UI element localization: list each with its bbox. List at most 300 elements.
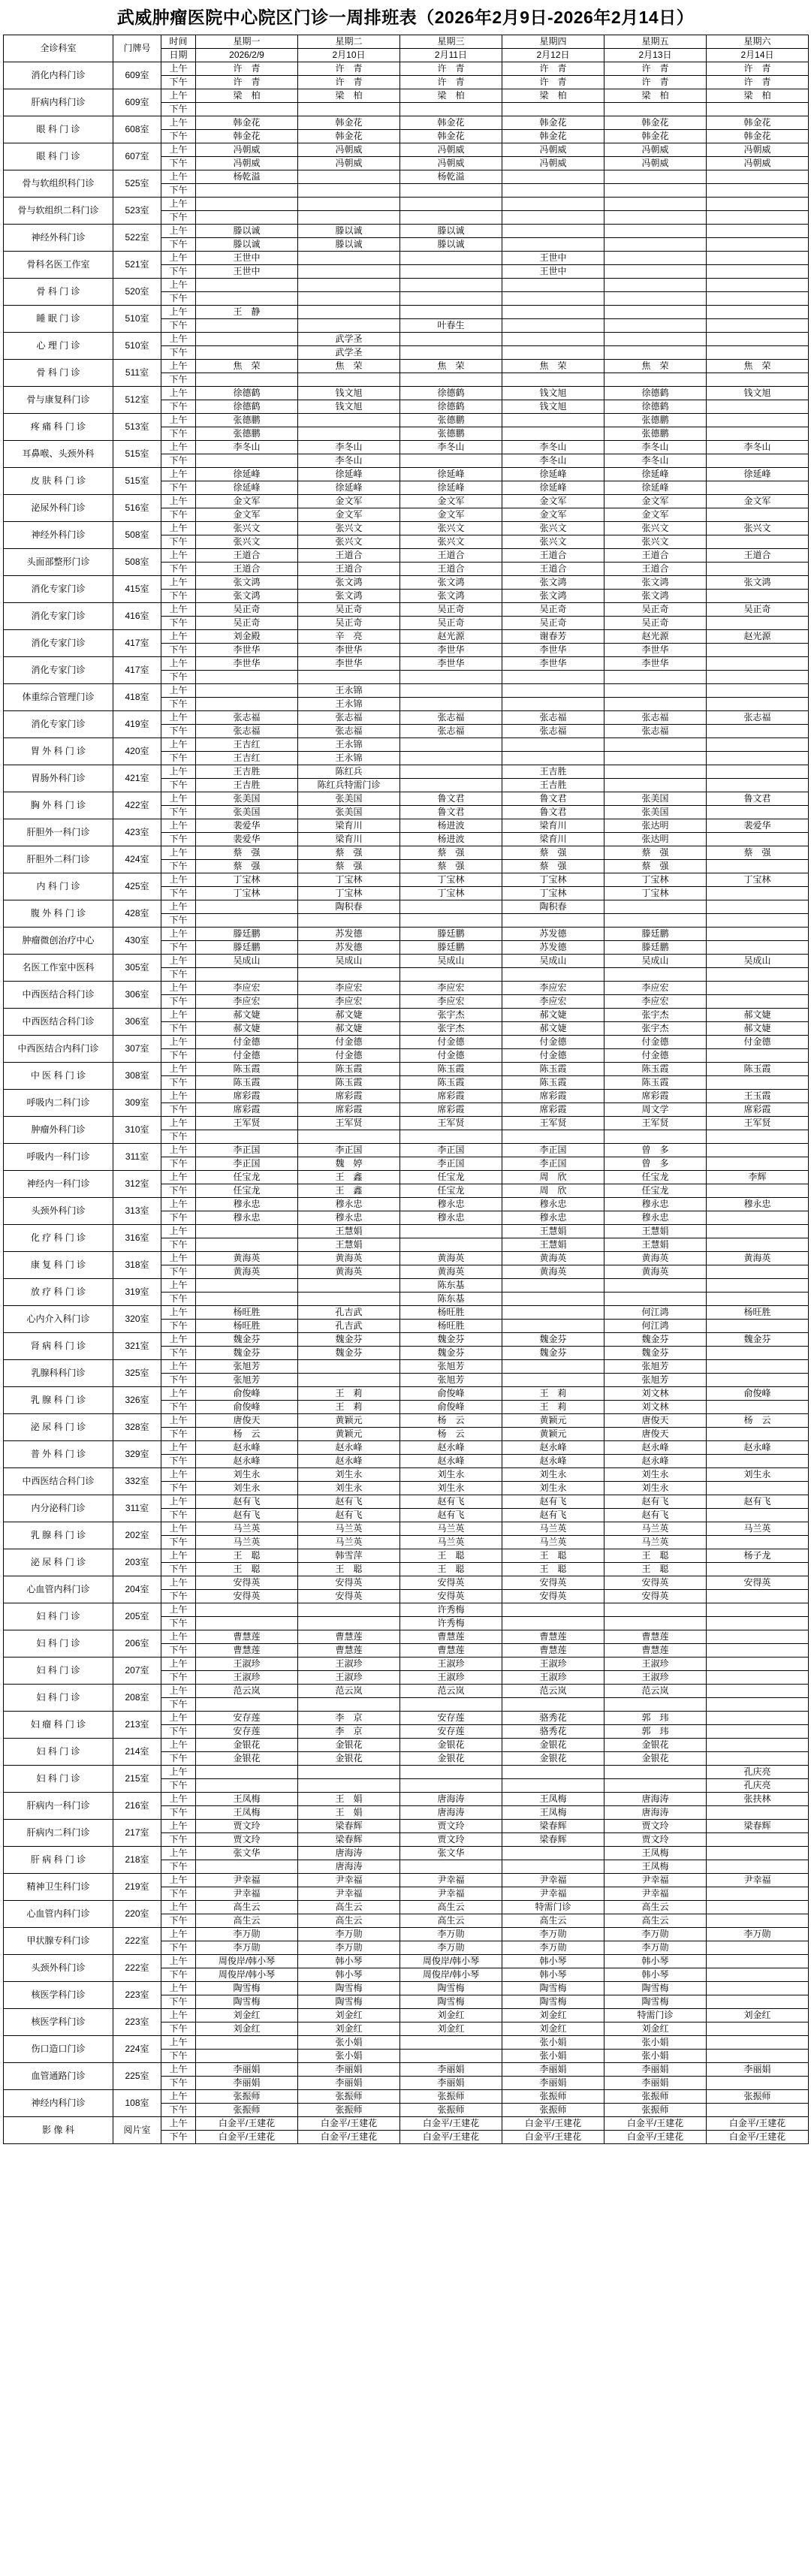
doctor-slot: 李万勋 <box>604 1928 707 1941</box>
half-day-label: 上午 <box>161 1360 196 1374</box>
doctor-slot: 张德鹏 <box>196 427 298 441</box>
department-name: 消化专家门诊 <box>4 657 113 684</box>
doctor-slot: 陈玉霞 <box>400 1076 502 1090</box>
doctor-slot <box>604 1293 707 1306</box>
room-number: 325室 <box>113 1360 161 1387</box>
room-number: 515室 <box>113 441 161 468</box>
schedule-row <box>4 1387 809 1401</box>
half-day-label: 上午 <box>161 1603 196 1617</box>
doctor-slot: 黄海英 <box>196 1265 298 1279</box>
room-number: 203室 <box>113 1549 161 1576</box>
doctor-slot <box>707 2022 809 2036</box>
half-day-label: 上午 <box>161 1252 196 1265</box>
doctor-slot: 韩金花 <box>298 130 400 143</box>
doctor-slot: 王淑珍 <box>400 1671 502 1685</box>
doctor-slot <box>604 211 707 225</box>
doctor-slot: 刘金红 <box>502 2022 604 2036</box>
half-day-label: 上午 <box>161 657 196 671</box>
half-day-label: 上午 <box>161 1793 196 1806</box>
doctor-slot: 王 莉 <box>502 1401 604 1414</box>
doctor-slot: 钱文旭 <box>707 387 809 400</box>
doctor-slot: 李正国 <box>502 1144 604 1157</box>
doctor-slot: 金文军 <box>400 508 502 522</box>
doctor-slot: 金文军 <box>196 508 298 522</box>
doctor-slot: 金文军 <box>196 495 298 508</box>
doctor-slot: 杨子龙 <box>707 1549 809 1563</box>
half-day-label: 上午 <box>161 2009 196 2022</box>
doctor-slot: 尹幸福 <box>298 1887 400 1901</box>
doctor-slot: 任宝龙 <box>196 1184 298 1198</box>
department-name: 骨与软组织科门诊 <box>4 170 113 198</box>
doctor-slot: 梁育川 <box>298 819 400 833</box>
room-number: 204室 <box>113 1576 161 1603</box>
doctor-slot: 付金德 <box>298 1049 400 1063</box>
half-day-label: 上午 <box>161 1306 196 1320</box>
doctor-slot: 金银花 <box>502 1739 604 1752</box>
doctor-slot: 韩小琴 <box>298 1968 400 1982</box>
doctor-slot: 高生云 <box>400 1901 502 1914</box>
doctor-slot: 韩金花 <box>196 130 298 143</box>
doctor-slot: 张文鸿 <box>604 590 707 603</box>
doctor-slot <box>298 306 400 319</box>
half-day-label: 上午 <box>161 765 196 779</box>
schedule-row <box>4 143 809 157</box>
doctor-slot <box>298 373 400 387</box>
doctor-slot: 韩金花 <box>298 116 400 130</box>
doctor-slot: 王凤梅 <box>502 1793 604 1806</box>
doctor-slot: 黄海英 <box>604 1252 707 1265</box>
doctor-slot <box>400 1238 502 1252</box>
schedule-row <box>4 1171 809 1184</box>
doctor-slot <box>502 684 604 698</box>
half-day-label: 上午 <box>161 2036 196 2050</box>
doctor-slot <box>707 860 809 873</box>
doctor-slot: 刘金红 <box>196 2022 298 2036</box>
doctor-slot: 蔡 强 <box>298 846 400 860</box>
room-number: 214室 <box>113 1739 161 1766</box>
schedule-row <box>4 468 809 481</box>
doctor-slot <box>400 671 502 684</box>
doctor-slot: 王 聪 <box>400 1549 502 1563</box>
room-number: 510室 <box>113 306 161 333</box>
doctor-slot: 李 京 <box>298 1712 400 1725</box>
half-day-label: 上午 <box>161 1901 196 1914</box>
room-number: 223室 <box>113 1982 161 2009</box>
doctor-slot <box>196 373 298 387</box>
doctor-slot: 李应宏 <box>196 982 298 995</box>
doctor-slot: 张旭芳 <box>400 1360 502 1374</box>
doctor-slot: 许 青 <box>707 76 809 89</box>
schedule-row <box>4 2117 809 2131</box>
schedule-row <box>4 1495 809 1509</box>
doctor-slot <box>502 373 604 387</box>
doctor-slot: 杨旺胜 <box>400 1306 502 1320</box>
department-name: 乳 腺 科 门 诊 <box>4 1387 113 1414</box>
doctor-slot: 滕廷鹏 <box>400 941 502 955</box>
doctor-slot: 唐海涛 <box>604 1806 707 1820</box>
doctor-slot: 陶雪梅 <box>196 1995 298 2009</box>
half-day-label: 上午 <box>161 1036 196 1049</box>
schedule-row <box>4 1766 809 1779</box>
half-day-label: 下午 <box>161 617 196 630</box>
doctor-slot: 郝文婕 <box>502 1009 604 1022</box>
doctor-slot: 张旭芳 <box>196 1374 298 1387</box>
doctor-slot: 李丽娟 <box>196 2077 298 2090</box>
doctor-slot: 鲁文君 <box>400 792 502 806</box>
doctor-slot: 张兴文 <box>196 535 298 549</box>
doctor-slot: 张旭芳 <box>196 1360 298 1374</box>
half-day-label: 上午 <box>161 62 196 76</box>
doctor-slot: 李丽娟 <box>400 2077 502 2090</box>
doctor-slot: 张文鸿 <box>298 590 400 603</box>
doctor-slot <box>707 563 809 576</box>
room-number: 508室 <box>113 522 161 549</box>
doctor-slot <box>707 2036 809 2050</box>
doctor-slot: 赵永峰 <box>298 1441 400 1455</box>
doctor-slot <box>707 765 809 779</box>
department-name: 中西医结合内科门诊 <box>4 1036 113 1063</box>
doctor-slot: 魏金芬 <box>502 1347 604 1360</box>
doctor-slot: 金银花 <box>604 1752 707 1766</box>
doctor-slot <box>707 225 809 238</box>
doctor-slot <box>707 1157 809 1171</box>
doctor-slot: 孔吉武 <box>298 1320 400 1333</box>
doctor-slot <box>400 306 502 319</box>
doctor-slot: 蔡 强 <box>502 860 604 873</box>
doctor-slot <box>400 252 502 265</box>
half-day-label: 下午 <box>161 508 196 522</box>
doctor-slot <box>707 1806 809 1820</box>
department-name: 妇 科 门 诊 <box>4 1603 113 1630</box>
half-day-label: 下午 <box>161 1293 196 1306</box>
doctor-slot <box>707 644 809 657</box>
doctor-slot: 王永锦 <box>298 738 400 752</box>
doctor-slot: 李世华 <box>604 657 707 671</box>
department-name: 放 疗 科 门 诊 <box>4 1279 113 1306</box>
room-number: 208室 <box>113 1685 161 1712</box>
room-number: 207室 <box>113 1658 161 1685</box>
doctor-slot: 张兴文 <box>298 535 400 549</box>
doctor-slot: 徐延峰 <box>298 481 400 495</box>
schedule-row <box>4 1847 809 1860</box>
doctor-slot <box>400 1860 502 1874</box>
doctor-slot: 李世华 <box>604 644 707 657</box>
room-number: 225室 <box>113 2063 161 2090</box>
doctor-slot: 陈玉霞 <box>502 1063 604 1076</box>
doctor-slot: 金文军 <box>707 495 809 508</box>
half-day-label: 下午 <box>161 1401 196 1414</box>
doctor-slot: 蔡 强 <box>502 846 604 860</box>
schedule-row <box>4 657 809 671</box>
doctor-slot: 张兴文 <box>604 535 707 549</box>
doctor-slot: 张振师 <box>400 2104 502 2117</box>
department-name: 呼吸内二科门诊 <box>4 1090 113 1117</box>
doctor-slot: 刘生永 <box>604 1482 707 1495</box>
department-name: 神经外科门诊 <box>4 522 113 549</box>
half-day-label: 下午 <box>161 2050 196 2063</box>
room-number: 417室 <box>113 630 161 657</box>
schedule-row <box>4 1117 809 1130</box>
doctor-slot: 张文鸿 <box>400 576 502 590</box>
doctor-slot <box>604 1603 707 1617</box>
doctor-slot <box>400 198 502 211</box>
doctor-slot: 吴正奇 <box>196 603 298 617</box>
doctor-slot: 王 聪 <box>196 1549 298 1563</box>
doctor-slot: 周俊岸/韩小琴 <box>196 1955 298 1968</box>
doctor-slot: 王 莉 <box>298 1401 400 1414</box>
doctor-slot: 郝文婕 <box>707 1009 809 1022</box>
doctor-slot: 蔡 强 <box>196 860 298 873</box>
doctor-slot: 穆永忠 <box>400 1211 502 1225</box>
doctor-slot: 黄海英 <box>298 1252 400 1265</box>
header-row-weekdays <box>4 35 809 49</box>
room-number: 416室 <box>113 603 161 630</box>
doctor-slot: 李万勋 <box>502 1941 604 1955</box>
doctor-slot <box>707 1617 809 1630</box>
doctor-slot <box>502 1360 604 1374</box>
department-name: 甲状腺专科门诊 <box>4 1928 113 1955</box>
doctor-slot: 冯朝威 <box>298 143 400 157</box>
doctor-slot: 梁春辉 <box>298 1833 400 1847</box>
doctor-slot <box>707 779 809 792</box>
department-name: 泌 尿 科 门 诊 <box>4 1414 113 1441</box>
doctor-slot: 梁 柏 <box>196 89 298 103</box>
doctor-slot <box>707 914 809 928</box>
doctor-slot: 赵永峰 <box>604 1455 707 1468</box>
room-number: 222室 <box>113 1928 161 1955</box>
half-day-label: 上午 <box>161 1387 196 1401</box>
doctor-slot: 任宝龙 <box>196 1171 298 1184</box>
doctor-slot: 张美国 <box>298 806 400 819</box>
room-number: 319室 <box>113 1279 161 1306</box>
doctor-slot <box>604 684 707 698</box>
doctor-slot: 李应宏 <box>604 982 707 995</box>
doctor-slot: 王世中 <box>502 252 604 265</box>
doctor-slot: 陈东基 <box>400 1293 502 1306</box>
half-day-label: 下午 <box>161 1320 196 1333</box>
doctor-slot: 安存莲 <box>400 1712 502 1725</box>
room-number: 607室 <box>113 143 161 170</box>
doctor-slot: 韩金花 <box>604 130 707 143</box>
half-day-label: 下午 <box>161 563 196 576</box>
doctor-slot <box>707 806 809 819</box>
department-name: 肿瘤微创治疗中心 <box>4 928 113 955</box>
doctor-slot: 王 静 <box>196 306 298 319</box>
doctor-slot: 滕廷鹏 <box>196 941 298 955</box>
doctor-slot: 王道合 <box>196 563 298 576</box>
doctor-slot: 王吉胜 <box>502 765 604 779</box>
half-day-label: 下午 <box>161 725 196 738</box>
doctor-slot <box>707 968 809 982</box>
doctor-slot: 王道合 <box>502 563 604 576</box>
doctor-slot <box>707 1049 809 1063</box>
doctor-slot: 唐海涛 <box>400 1806 502 1820</box>
department-name: 核医学科门诊 <box>4 2009 113 2036</box>
doctor-slot: 杨 云 <box>707 1414 809 1428</box>
doctor-slot: 高生云 <box>604 1914 707 1928</box>
doctor-slot: 俞俊峰 <box>707 1387 809 1401</box>
weekday-header: 星期三 <box>400 35 502 49</box>
doctor-slot: 徐延峰 <box>298 468 400 481</box>
doctor-slot <box>707 2077 809 2090</box>
doctor-slot: 张文鸿 <box>604 576 707 590</box>
doctor-slot <box>707 292 809 306</box>
doctor-slot: 吴正奇 <box>604 617 707 630</box>
doctor-slot <box>707 1752 809 1766</box>
doctor-slot <box>400 279 502 292</box>
department-name: 消化专家门诊 <box>4 630 113 657</box>
half-day-label: 下午 <box>161 1238 196 1252</box>
doctor-slot: 陈玉霞 <box>604 1063 707 1076</box>
half-day-label: 上午 <box>161 1928 196 1941</box>
doctor-slot <box>604 738 707 752</box>
doctor-slot: 李万勋 <box>400 1928 502 1941</box>
doctor-slot: 梁 柏 <box>707 89 809 103</box>
doctor-slot: 王淑珍 <box>298 1671 400 1685</box>
doctor-slot <box>298 170 400 184</box>
doctor-slot: 李正国 <box>400 1157 502 1171</box>
doctor-slot: 周俊岸/韩小琴 <box>400 1955 502 1968</box>
doctor-slot <box>707 725 809 738</box>
doctor-slot: 冯朝威 <box>400 157 502 170</box>
doctor-slot <box>707 333 809 346</box>
doctor-slot: 张兴文 <box>400 535 502 549</box>
doctor-slot: 席彩霞 <box>298 1103 400 1117</box>
doctor-slot: 赵永峰 <box>400 1441 502 1455</box>
doctor-slot: 徐延峰 <box>400 468 502 481</box>
half-day-label: 上午 <box>161 495 196 508</box>
schedule-body <box>4 35 809 2144</box>
half-day-label: 下午 <box>161 590 196 603</box>
room-number: 219室 <box>113 1874 161 1901</box>
doctor-slot: 赵有飞 <box>604 1509 707 1522</box>
doctor-slot: 李冬山 <box>298 454 400 468</box>
doctor-slot: 杨 云 <box>400 1414 502 1428</box>
doctor-slot: 许 青 <box>196 76 298 89</box>
doctor-slot: 裴爱华 <box>707 819 809 833</box>
doctor-slot: 陈玉霞 <box>298 1063 400 1076</box>
doctor-slot: 吴正奇 <box>707 603 809 617</box>
doctor-slot: 叶春生 <box>400 319 502 333</box>
doctor-slot: 高生云 <box>196 1914 298 1928</box>
doctor-slot: 骆秀花 <box>502 1712 604 1725</box>
department-name: 肝胆外二科门诊 <box>4 846 113 873</box>
doctor-slot: 赵光源 <box>604 630 707 644</box>
schedule-row <box>4 1468 809 1482</box>
doctor-slot: 王慧娟 <box>604 1225 707 1238</box>
doctor-slot: 王慧娟 <box>604 1238 707 1252</box>
doctor-slot: 张振师 <box>298 2090 400 2104</box>
doctor-slot: 徐延峰 <box>604 468 707 481</box>
room-number: 108室 <box>113 2090 161 2117</box>
room-number: 326室 <box>113 1387 161 1414</box>
doctor-slot <box>502 1847 604 1860</box>
doctor-slot: 冯朝威 <box>502 157 604 170</box>
doctor-slot: 赵有飞 <box>196 1495 298 1509</box>
doctor-slot <box>196 1779 298 1793</box>
schedule-row <box>4 1603 809 1617</box>
half-day-label: 下午 <box>161 1860 196 1874</box>
doctor-slot <box>707 1211 809 1225</box>
doctor-slot: 尹幸福 <box>604 1874 707 1887</box>
doctor-slot: 付金德 <box>196 1049 298 1063</box>
doctor-slot: 张兴文 <box>502 522 604 535</box>
doctor-slot: 张兴文 <box>196 522 298 535</box>
doctor-slot: 骆秀花 <box>502 1725 604 1739</box>
doctor-slot: 穆永忠 <box>604 1198 707 1211</box>
room-number: 202室 <box>113 1522 161 1549</box>
doctor-slot <box>502 198 604 211</box>
doctor-slot: 王军贤 <box>502 1117 604 1130</box>
half-day-label: 上午 <box>161 1576 196 1590</box>
room-number: 218室 <box>113 1847 161 1874</box>
weekday-header: 星期四 <box>502 35 604 49</box>
schedule-row <box>4 603 809 617</box>
doctor-slot: 张小娟 <box>298 2050 400 2063</box>
room-number: 516室 <box>113 495 161 522</box>
doctor-slot: 曹慧莲 <box>196 1630 298 1644</box>
doctor-slot: 李辉 <box>707 1171 809 1184</box>
doctor-slot <box>707 2104 809 2117</box>
doctor-slot: 焦 荣 <box>604 360 707 373</box>
schedule-row <box>4 116 809 130</box>
doctor-slot <box>298 211 400 225</box>
doctor-slot: 陶雪梅 <box>298 1982 400 1995</box>
doctor-slot <box>707 1320 809 1333</box>
doctor-slot <box>707 833 809 846</box>
doctor-slot: 赵有飞 <box>400 1495 502 1509</box>
doctor-slot <box>707 684 809 698</box>
doctor-slot: 冯朝威 <box>604 157 707 170</box>
half-day-label: 下午 <box>161 1265 196 1279</box>
doctor-slot: 张美国 <box>604 806 707 819</box>
schedule-row <box>4 1063 809 1076</box>
room-number: 213室 <box>113 1712 161 1739</box>
doctor-slot <box>707 900 809 914</box>
doctor-slot: 穆永忠 <box>400 1198 502 1211</box>
doctor-slot: 俞俊峰 <box>196 1401 298 1414</box>
doctor-slot: 王道合 <box>298 549 400 563</box>
department-name: 消化专家门诊 <box>4 711 113 738</box>
doctor-slot: 张文鸿 <box>707 576 809 590</box>
doctor-slot: 王军贤 <box>400 1117 502 1130</box>
half-day-label: 上午 <box>161 1441 196 1455</box>
doctor-slot: 赵有飞 <box>196 1509 298 1522</box>
doctor-slot: 曹慧莲 <box>604 1630 707 1644</box>
half-day-label: 上午 <box>161 1279 196 1293</box>
doctor-slot: 焦 荣 <box>196 360 298 373</box>
doctor-slot <box>604 265 707 279</box>
doctor-slot: 王永锦 <box>298 698 400 711</box>
department-name: 肝胆外一科门诊 <box>4 819 113 846</box>
room-number: 320室 <box>113 1306 161 1333</box>
doctor-slot: 马兰英 <box>298 1536 400 1549</box>
schedule-row <box>4 1630 809 1644</box>
half-day-label: 上午 <box>161 1739 196 1752</box>
doctor-slot: 周 欣 <box>502 1184 604 1198</box>
doctor-slot <box>707 1644 809 1658</box>
doctor-slot: 张振师 <box>604 2104 707 2117</box>
doctor-slot: 许 青 <box>298 76 400 89</box>
doctor-slot <box>707 657 809 671</box>
doctor-slot <box>298 252 400 265</box>
doctor-slot <box>707 671 809 684</box>
doctor-slot: 何江鸿 <box>604 1306 707 1320</box>
department-name: 耳鼻喉、头颈外科 <box>4 441 113 468</box>
doctor-slot <box>196 319 298 333</box>
doctor-slot <box>707 184 809 198</box>
doctor-slot: 魏金芬 <box>298 1333 400 1347</box>
